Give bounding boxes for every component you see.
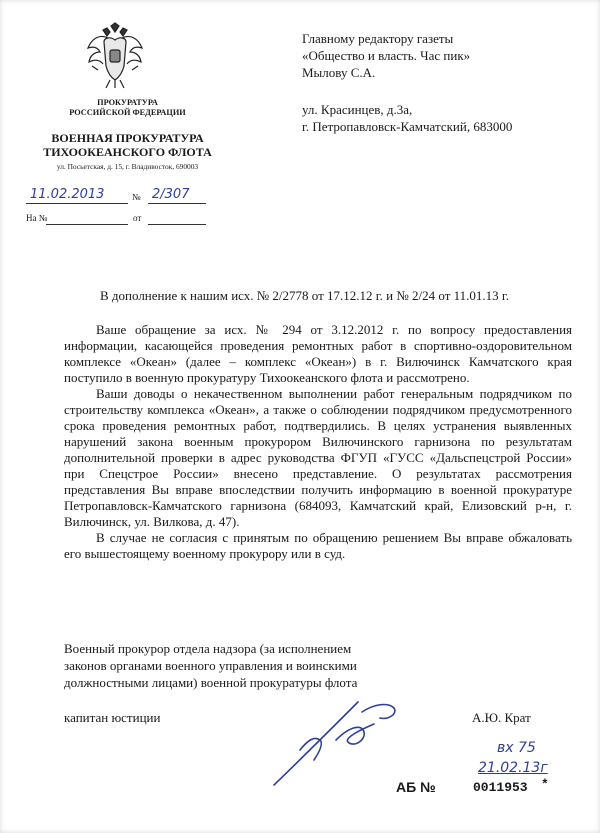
body-paragraph-1: Ваше обращение за исх. № 294 от 3.12.2012 г. по вопросу предоставления информации, касающейся проведения ремонтных работ в спортивно-оздоровительном комплексе «Океан» (далее – комплекс «Океан») в г. Вилючинск Камчатского края поступило в военную прокуратуру Тихоокеанского флота и рассмотрено.: [64, 322, 572, 385]
sender-address: ул. Посьетская, д. 15, г. Владивосток, 690003: [56, 162, 199, 171]
signatory-position: [64, 640, 424, 691]
organization-name-line-1: ВОЕННАЯ ПРОКУРАТУРА: [51, 131, 204, 145]
form-serial-mark: *: [541, 777, 549, 792]
position-line-2: законов органами военного управления и воинскими: [64, 658, 357, 673]
form-series-label: АБ №: [396, 779, 436, 795]
intro-line: В дополнение к нашим исх. № 2/2778 от 17.12.12 г. и № 2/24 от 11.01.13 г.: [100, 288, 510, 303]
outgoing-registration-line: [26, 187, 206, 205]
outgoing-number: 2/307: [152, 187, 190, 202]
reference-number-label: На №: [26, 213, 48, 223]
prosecutor-office-label-2: РОССИЙСКОЙ ФЕДЕРАЦИИ: [69, 108, 186, 117]
position-line-3: должностными лицами) военной прокуратуры флота: [64, 675, 358, 690]
signatory-name: А.Ю. Крат: [472, 710, 531, 725]
addressee-block: [302, 30, 512, 135]
incoming-register-date: 21.02.13г: [478, 760, 548, 776]
addressee-newspaper: «Общество и власть. Час пик»: [302, 48, 471, 63]
position-line-1: Военный прокурор отдела надзора (за исполнением: [64, 641, 352, 656]
reference-from-label: от: [133, 213, 142, 223]
signatory-rank: капитан юстиции: [64, 710, 161, 725]
letter-body: [64, 322, 572, 562]
addressee-title: Главному редактору газеты: [302, 31, 454, 46]
double-headed-eagle-emblem-icon: [84, 22, 146, 90]
body-paragraph-2: Ваши доводы о некачественном выполнении работ генеральным подрядчиком по строительству комплекса «Океан», а также о соблюдении подрядчиком предусмотренного срока проведения ремонтных работ, подтвердились. В целях устранения выявленных нарушений закона военным прокурором Вилючинского гарнизона по результатам дополнительной проверки в адрес руководства ФГУП «ГУСС «Дальспецстрой России» при Спецстрое России» внесено представление. О результатах рассмотрения представления Вы вправе впоследствии получить информацию в военной прокуратуре Петропавловск-Камчатского гарнизона (684093, Камчатский край, Елизовский р-н, г. Вилючинск, ул. Вилкова, д. 47).: [64, 386, 572, 529]
addressee-street: ул. Красинцев, д.3а,: [302, 102, 413, 117]
prosecutor-office-label-1: ПРОКУРАТУРА: [97, 98, 158, 107]
organization-name-line-2: ТИХООКЕАНСКОГО ФЛОТА: [43, 145, 212, 159]
outgoing-date: 11.02.2013: [30, 187, 105, 202]
reference-registration-line: [26, 212, 206, 226]
handwritten-signature-icon: [270, 690, 420, 790]
form-serial-number: 0011953: [473, 780, 528, 795]
outgoing-number-label: №: [132, 192, 141, 202]
body-paragraph-3: В случае не согласия с принятым по обращению решением Вы вправе обжаловать его вышестоящему военному прокурору или в суд.: [64, 530, 572, 561]
incoming-register-note: вх 75: [497, 740, 536, 756]
addressee-name: Мылову С.А.: [302, 65, 376, 80]
addressee-city: г. Петропавловск-Камчатский, 683000: [302, 119, 513, 134]
